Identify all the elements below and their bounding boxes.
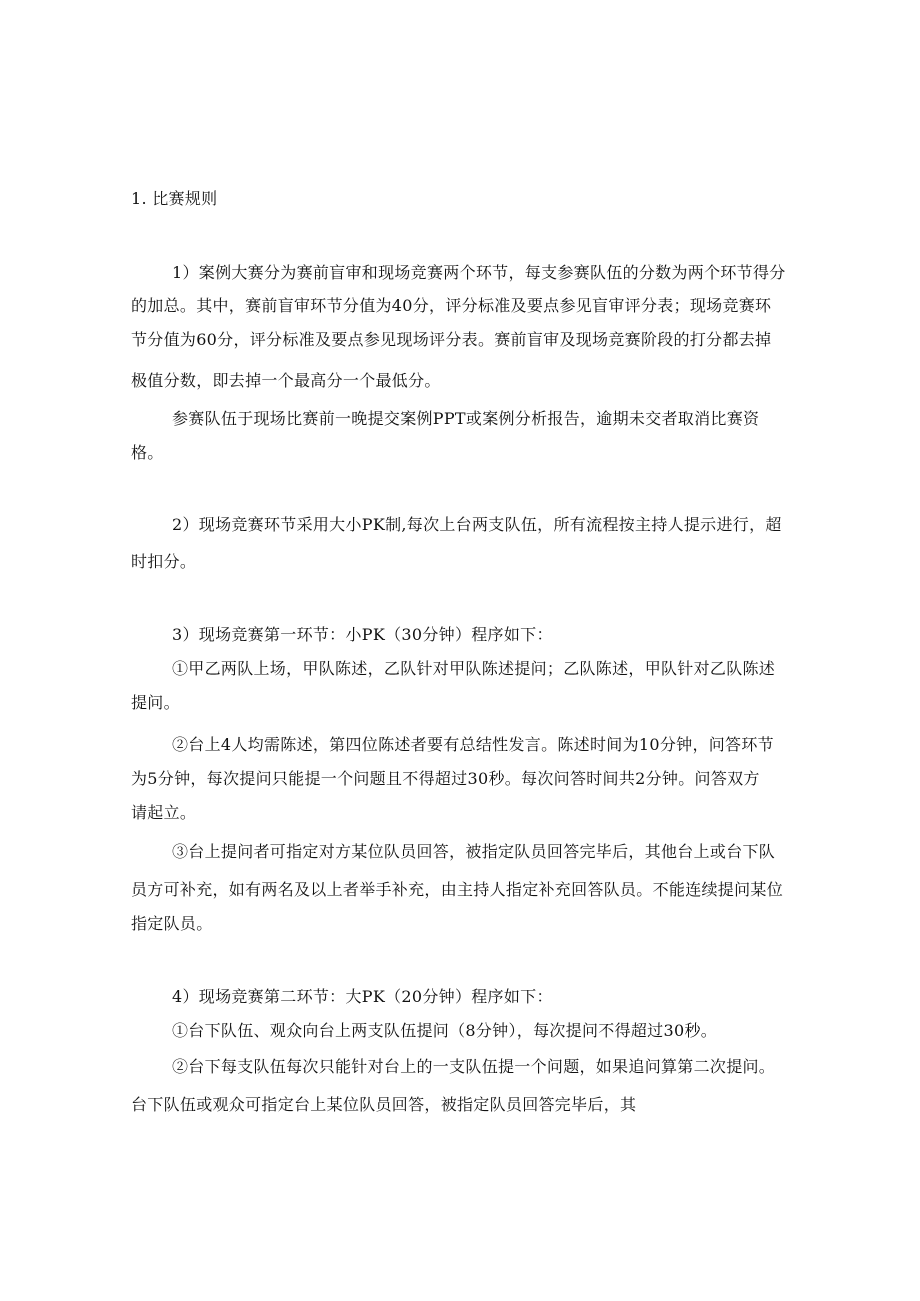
- section-title: 1. 比赛规则: [131, 189, 218, 208]
- paragraph-3-line-1: 3）现场竞赛第一环节：小PK（30分钟）程序如下：: [172, 625, 553, 644]
- paragraph-3-line-5: 为5分钟，每次提问只能提一个问题且不得超过30秒。每次问答时间共2分钟。问答双方: [131, 769, 760, 788]
- paragraph-3-line-7: ③台上提问者可指定对方某位队员回答，被指定队员回答完毕后，其他台上或台下队: [172, 842, 776, 861]
- paragraph-1b-line-2: 格。: [131, 443, 164, 462]
- paragraph-4-line-2: ①台下队伍、观众向台上两支队伍提问（8分钟），每次提问不得超过30秒。: [172, 1021, 718, 1040]
- paragraph-3-line-8: 员方可补充，如有两名及以上者举手补充，由主持人指定补充回答队员。不能连续提问某位: [131, 880, 784, 899]
- paragraph-2-line-2: 时扣分。: [131, 552, 197, 571]
- paragraph-4-line-1: 4）现场竞赛第二环节：大PK（20分钟）程序如下：: [172, 987, 553, 1006]
- paragraph-1-line-2: 的加总。其中，赛前盲审环节分值为40分，评分标准及要点参见盲审评分表；现场竞赛环: [131, 296, 772, 315]
- paragraph-4-line-3: ②台下每支队伍每次只能针对台上的一支队伍提一个问题，如果追问算第二次提问。: [172, 1057, 776, 1076]
- paragraph-3-line-2: ①甲乙两队上场，甲队陈述，乙队针对甲队陈述提问；乙队陈述，甲队针对乙队陈述: [172, 659, 776, 678]
- paragraph-1-line-3: 节分值为60分，评分标准及要点参见现场评分表。赛前盲审及现场竞赛阶段的打分都去掉: [131, 330, 772, 349]
- paragraph-3-line-9: 指定队员。: [131, 914, 213, 933]
- paragraph-3-line-6: 请起立。: [131, 803, 197, 822]
- paragraph-4-line-4: 台下队伍或观众可指定台上某位队员回答，被指定队员回答完毕后，其: [131, 1095, 637, 1114]
- paragraph-2-line-1: 2）现场竞赛环节采用大小PK制,每次上台两支队伍，所有流程按主持人提示进行，超: [172, 515, 782, 534]
- paragraph-3-line-3: 提问。: [131, 693, 180, 712]
- paragraph-1-line-4: 极值分数，即去掉一个最高分一个最低分。: [131, 371, 441, 390]
- paragraph-3-line-4: ②台上4人均需陈述，第四位陈述者要有总结性发言。陈述时间为10分钟，问答环节: [172, 735, 774, 754]
- paragraph-1-line-1: 1）案例大赛分为赛前盲审和现场竞赛两个环节，每支参赛队伍的分数为两个环节得分: [172, 263, 786, 282]
- paragraph-1b-line-1: 参赛队伍于现场比赛前一晚提交案例PPT或案例分析报告，逾期未交者取消比赛资: [172, 409, 760, 428]
